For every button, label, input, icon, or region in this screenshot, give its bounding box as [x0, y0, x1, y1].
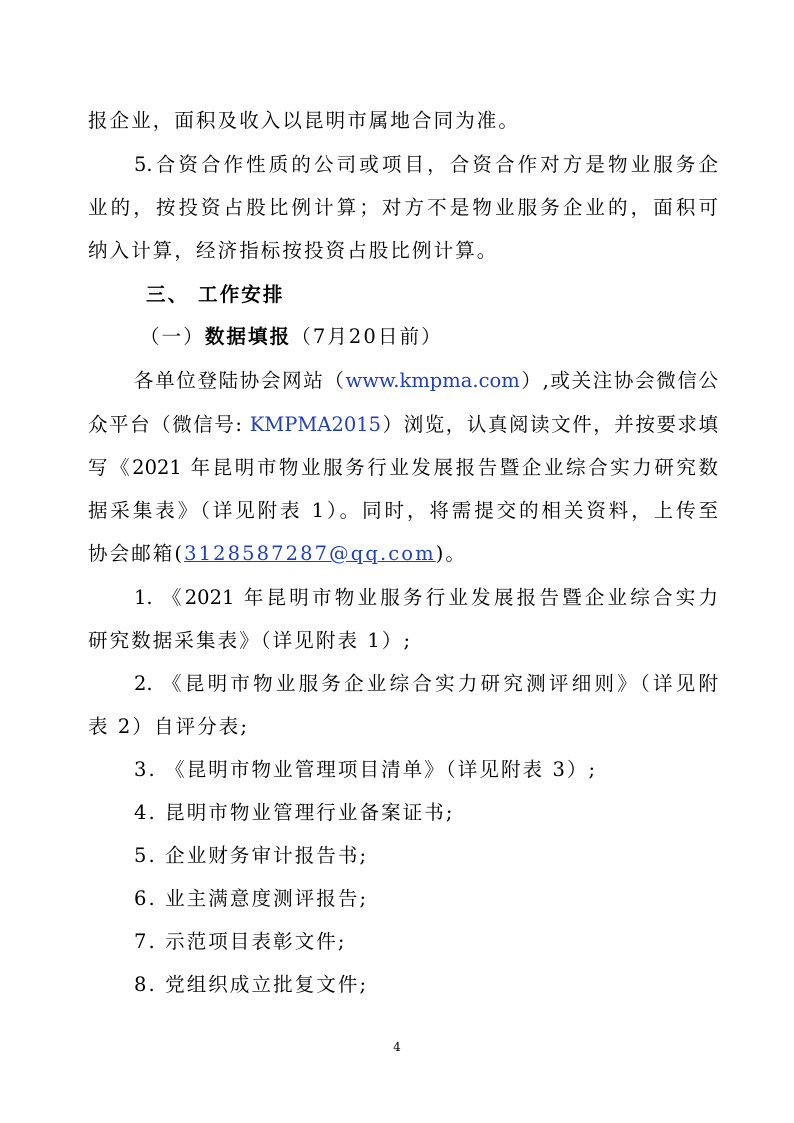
subsection-heading-data-reporting: [140, 322, 712, 352]
association-email-link[interactable]: 3128587287@qq.com: [184, 542, 436, 565]
list-item-1-line-1: 1. 《2021 年昆明市物业服务行业发展报告暨企业综合实力: [134, 586, 718, 609]
list-item-6: 6. 业主满意度测评报告;: [134, 887, 369, 910]
subsection-prefix: （一）: [140, 325, 205, 348]
list-item-3: 3. 《昆明市物业管理项目清单》（详见附表 3）;: [134, 758, 598, 781]
list-item-5: 5. 企业财务审计报告书;: [134, 844, 369, 867]
text-line-2: 5.合资合作性质的公司或项目，合资合作对方是物业服务企: [134, 153, 718, 176]
list-item-2-line-1: 2. 《昆明市物业服务企业综合实力研究测评细则》（详见附: [134, 672, 718, 695]
paragraph-text: 协会邮箱(: [88, 542, 185, 565]
list-item-2-line-2: 表 2）自评分表;: [88, 715, 250, 738]
subsection-deadline: （7月20日前）: [291, 325, 443, 348]
paragraph-text: ）浏览，认真阅读文件，并按要求填: [381, 413, 718, 436]
paragraph-line-2: [88, 410, 718, 440]
paragraph-text: )。: [435, 542, 468, 565]
subsection-title: 数据填报: [204, 325, 292, 348]
paragraph-line-4: 据采集表》（详见附表 1）。同时，将需提交的相关资料，上传至: [88, 499, 718, 522]
paragraph-line-5: [88, 539, 718, 569]
list-item-7: 7. 示范项目表彰文件;: [134, 930, 347, 953]
section-heading-work-arrangement: 三、 工作安排: [146, 283, 285, 306]
list-item-8: 8. 党组织成立批复文件;: [134, 973, 369, 996]
wechat-id: KMPMA2015: [249, 413, 382, 436]
list-item-1-line-2: 研究数据采集表》（详见附表 1）;: [88, 629, 413, 652]
paragraph-text: 各单位登陆协会网站（: [134, 369, 346, 392]
page-number: 4: [393, 1040, 401, 1054]
paragraph-text: 众平台（微信号:: [88, 413, 250, 436]
text-line-4: 纳入计算，经济指标按投资占股比例计算。: [88, 239, 499, 262]
text-line-1: 报企业，面积及收入以昆明市属地合同为准。: [88, 109, 521, 132]
text-line-3: 业的，按投资占股比例计算；对方不是物业服务企业的，面积可: [88, 196, 718, 219]
paragraph-line-3: 写《2021 年昆明市物业服务行业发展报告暨企业综合实力研究数: [88, 456, 718, 479]
paragraph-line-1: [134, 366, 718, 396]
list-item-4: 4. 昆明市物业管理行业备案证书;: [134, 801, 455, 824]
association-website: www.kmpma.com: [345, 369, 520, 392]
paragraph-text: ）,或关注协会微信公: [519, 369, 718, 392]
